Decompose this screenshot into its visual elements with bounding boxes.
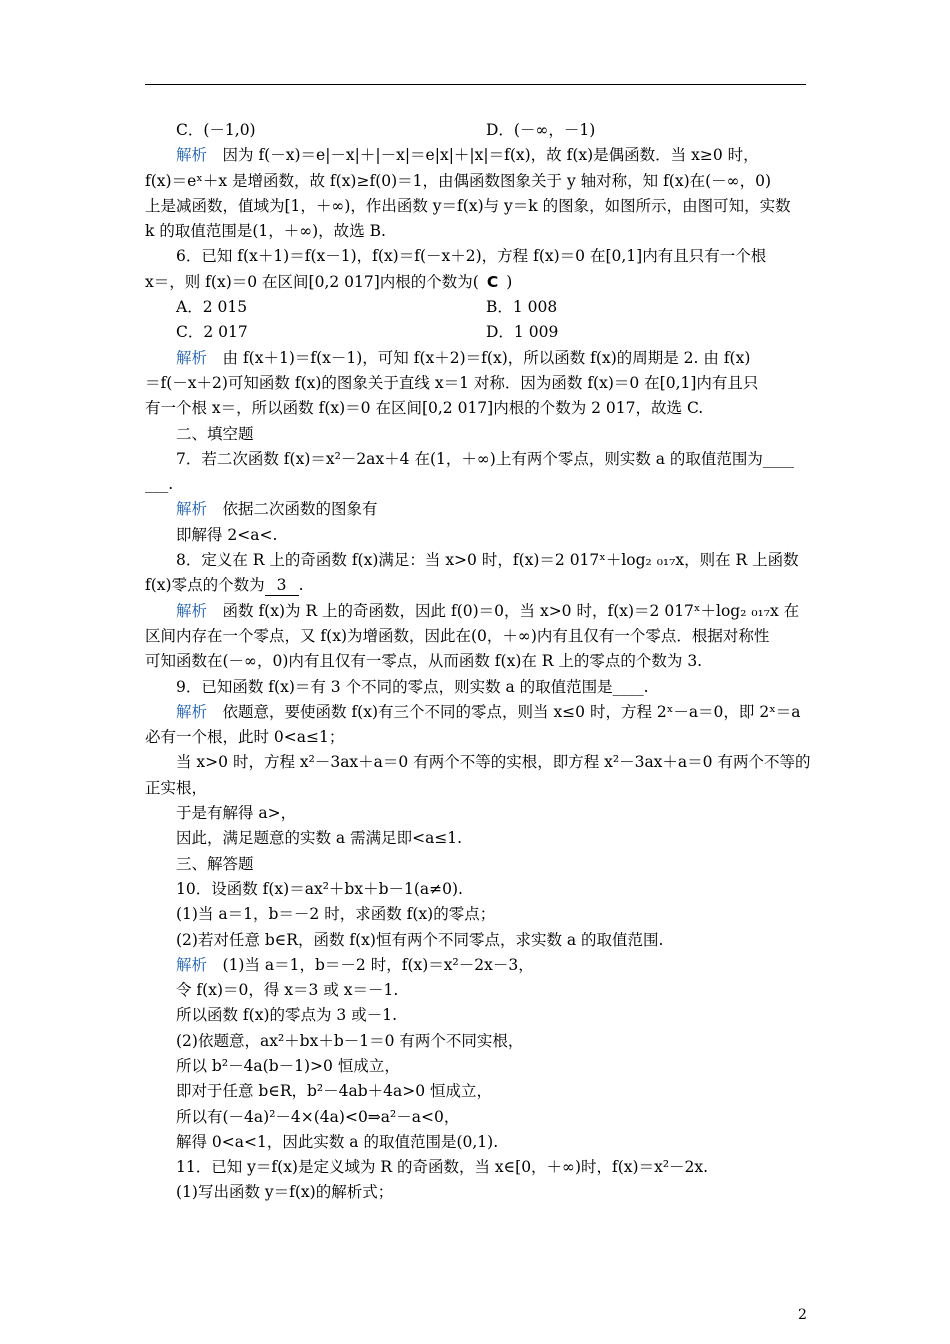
page-number: 2: [798, 1307, 807, 1323]
text-line: [145, 1155, 808, 1180]
line-text: 所以有(－4a)²－4×(4a)<0⇒a²－a<0，: [176, 1107, 460, 1126]
analysis-tag: 解析: [176, 702, 208, 721]
line-text: 8．定义在 R 上的奇函数 f(x)满足：当 x>0 时，f(x)＝2 017ˣ＋log₂ ₀₁₇x，则在 R 上函数: [176, 551, 799, 570]
line-text: 即解得 2<a<.: [176, 525, 278, 544]
text-line: [145, 194, 808, 219]
line-text: 可知函数在(－∞，0)内有且仅有一零点，从而函数 f(x)在 R 上的零点的个数为 3.: [145, 652, 703, 671]
line-text: (1)当 a＝1，b＝－2 时，求函数 f(x)的零点；: [176, 905, 496, 924]
text-line: [145, 1054, 808, 1079]
text-line: [145, 852, 808, 877]
line-text: 因为 f(－x)＝e|－x|＋|－x|＝e|x|＋|x|＝f(x)，故 f(x)是偶函数．当 x≥0 时，: [207, 146, 759, 165]
analysis-tag: 解析: [176, 146, 208, 165]
text-line: [145, 801, 808, 826]
choice-option: D．1 009: [486, 323, 559, 342]
line-text: x＝，则 f(x)＝0 在区间[0,2 017]内根的个数为(: [145, 272, 479, 291]
line-text: f(x)零点的个数为: [145, 576, 265, 595]
line-text: (1)写出函数 y＝f(x)的解析式；: [176, 1183, 394, 1202]
header-rule: [145, 84, 806, 85]
line-text: 当 x>0 时，方程 x²－3ax＋a＝0 有两个不等的实根，即方程 x²－3ax＋a＝0 有两个不等的: [176, 753, 811, 772]
text-line: [145, 270, 808, 295]
text-line: [145, 169, 808, 194]
line-text: 10．设函数 f(x)＝ax²＋bx＋b－1(a≠0).: [176, 879, 463, 898]
text-line: [145, 675, 808, 700]
line-text: 函数 f(x)为 R 上的奇函数，因此 f(0)＝0，当 x>0 时，f(x)＝2 017ˣ＋log₂ ₀₁₇x 在: [207, 601, 800, 620]
line-text: 正实根，: [145, 778, 208, 797]
text-line: [145, 143, 808, 168]
text-line: [145, 523, 808, 548]
text-line: [145, 472, 808, 497]
analysis-tag: 解析: [176, 955, 208, 974]
line-text-end: ): [506, 272, 513, 291]
line-text: k 的取值范围是(1，＋∞)，故选 B.: [145, 222, 386, 241]
text-line: [145, 219, 808, 244]
line-text: (2)依题意，ax²＋bx＋b－1＝0 有两个不同实根，: [176, 1031, 524, 1050]
line-text: 依据二次函数的图象有: [207, 500, 378, 519]
text-line: [145, 750, 811, 775]
text-line: [145, 396, 808, 421]
line-text: 区间内存在一个零点，又 f(x)为增函数，因此在(0，＋∞)内有且仅有一个零点．根据对称性: [145, 626, 770, 645]
line-text: 令 f(x)＝0，得 x＝3 或 x＝－1.: [176, 981, 399, 1000]
line-text: 11．已知 y＝f(x)是定义域为 R 的奇函数，当 x∈[0，＋∞)时，f(x)＝x²－2x.: [176, 1158, 709, 1177]
text-line: [145, 1003, 808, 1028]
choice-option: C．(－1,0): [176, 121, 256, 139]
text-line: [145, 1105, 808, 1130]
line-text: 解得 0<a<1，因此实数 a 的取值范围是(0,1).: [176, 1132, 499, 1151]
analysis-tag: 解析: [176, 348, 208, 367]
fill-blank-answer: 3: [265, 575, 299, 596]
line-text: 上是减函数，值域为[1，＋∞)，作出函数 y＝f(x)与 y＝k 的图象，如图所示，由图可知，实数: [145, 196, 791, 215]
text-line: [145, 573, 808, 598]
choice-option: C．2 017: [176, 323, 248, 342]
text-line: [145, 1079, 808, 1104]
choice-option: A．2 015: [176, 298, 248, 317]
text-line: [145, 346, 808, 371]
text-line: [145, 649, 808, 674]
line-text: (2)若对任意 b∈R，函数 f(x)恒有两个不同零点，求实数 a 的取值范围.: [176, 930, 664, 949]
text-line: [145, 599, 808, 624]
text-line: [145, 371, 808, 396]
line-text: 即对于任意 b∈R，b²－4ab＋4a>0 恒成立，: [176, 1082, 493, 1101]
line-text: 必有一个根，此时 0<a≤1；: [145, 728, 345, 747]
text-line: [145, 548, 808, 573]
text-line: [145, 320, 808, 345]
line-text: ___.: [145, 475, 174, 494]
text-line: [145, 902, 808, 927]
line-text: 所以 b²－4a(b－1)>0 恒成立，: [176, 1056, 400, 1075]
line-text: 所以函数 f(x)的零点为 3 或－1.: [176, 1006, 398, 1025]
line-text: 由 f(x＋1)＝f(x－1)，可知 f(x＋2)＝f(x)，所以函数 f(x)的周期是 2. 由 f(x): [207, 348, 751, 367]
choice-option: B．1 008: [486, 298, 558, 317]
text-line: [145, 776, 808, 801]
choice-option: D．(－∞，－1): [486, 121, 596, 139]
text-line: [145, 118, 808, 143]
text-line: [145, 244, 808, 269]
text-line: [145, 1180, 808, 1205]
answer-letter: C: [486, 272, 499, 291]
line-text: 于是有解得 a>，: [176, 804, 297, 823]
text-line: [145, 978, 808, 1003]
text-line: [145, 725, 808, 750]
analysis-tag: 解析: [176, 500, 208, 519]
text-line: [145, 295, 808, 320]
line-text: 三、解答题: [176, 854, 254, 873]
text-line: [145, 1029, 808, 1054]
line-text: ＝f(－x＋2)可知函数 f(x)的图象关于直线 x＝1 对称．因为函数 f(x)＝0 在[0,1]内有且只: [145, 373, 759, 392]
line-text: (1)当 a＝1，b＝－2 时，f(x)＝x²－2x－3，: [207, 955, 534, 974]
line-text: 因此，满足题意的实数 a 需满足即<a≤1.: [176, 829, 463, 848]
text-line: [145, 826, 808, 851]
text-line: [145, 877, 808, 902]
text-line: [145, 928, 808, 953]
document-body: [145, 118, 811, 1206]
text-line: [145, 624, 808, 649]
text-line: [145, 422, 808, 447]
analysis-tag: 解析: [176, 601, 208, 620]
line-text: 7．若二次函数 f(x)＝x²－2ax＋4 在(1，＋∞)上有两个零点，则实数 a 的取值范围为____: [176, 449, 794, 468]
text-line: [145, 953, 808, 978]
text-line: [145, 497, 808, 522]
line-text: 9．已知函数 f(x)＝有 3 个不同的零点，则实数 a 的取值范围是____.: [176, 677, 649, 696]
text-line: [145, 1130, 808, 1155]
line-text: f(x)＝eˣ＋x 是增函数，故 f(x)≥f(0)＝1，由偶函数图象关于 y 轴对称，知 f(x)在(－∞，0): [145, 171, 772, 190]
line-text: 6．已知 f(x＋1)＝f(x－1)，f(x)＝f(－x＋2)，方程 f(x)＝0 在[0,1]内有且只有一个根: [176, 247, 767, 266]
text-line: [145, 700, 808, 725]
line-text: 依题意，要使函数 f(x)有三个不同的零点，则当 x≤0 时，方程 2ˣ－a＝0，即 2ˣ＝a: [207, 702, 801, 721]
text-line: [145, 447, 808, 472]
line-text: 二、填空题: [176, 424, 254, 443]
line-text-end: .: [298, 576, 304, 595]
line-text: 有一个根 x＝，所以函数 f(x)＝0 在区间[0,2 017]内根的个数为 2 017，故选 C.: [145, 399, 704, 418]
